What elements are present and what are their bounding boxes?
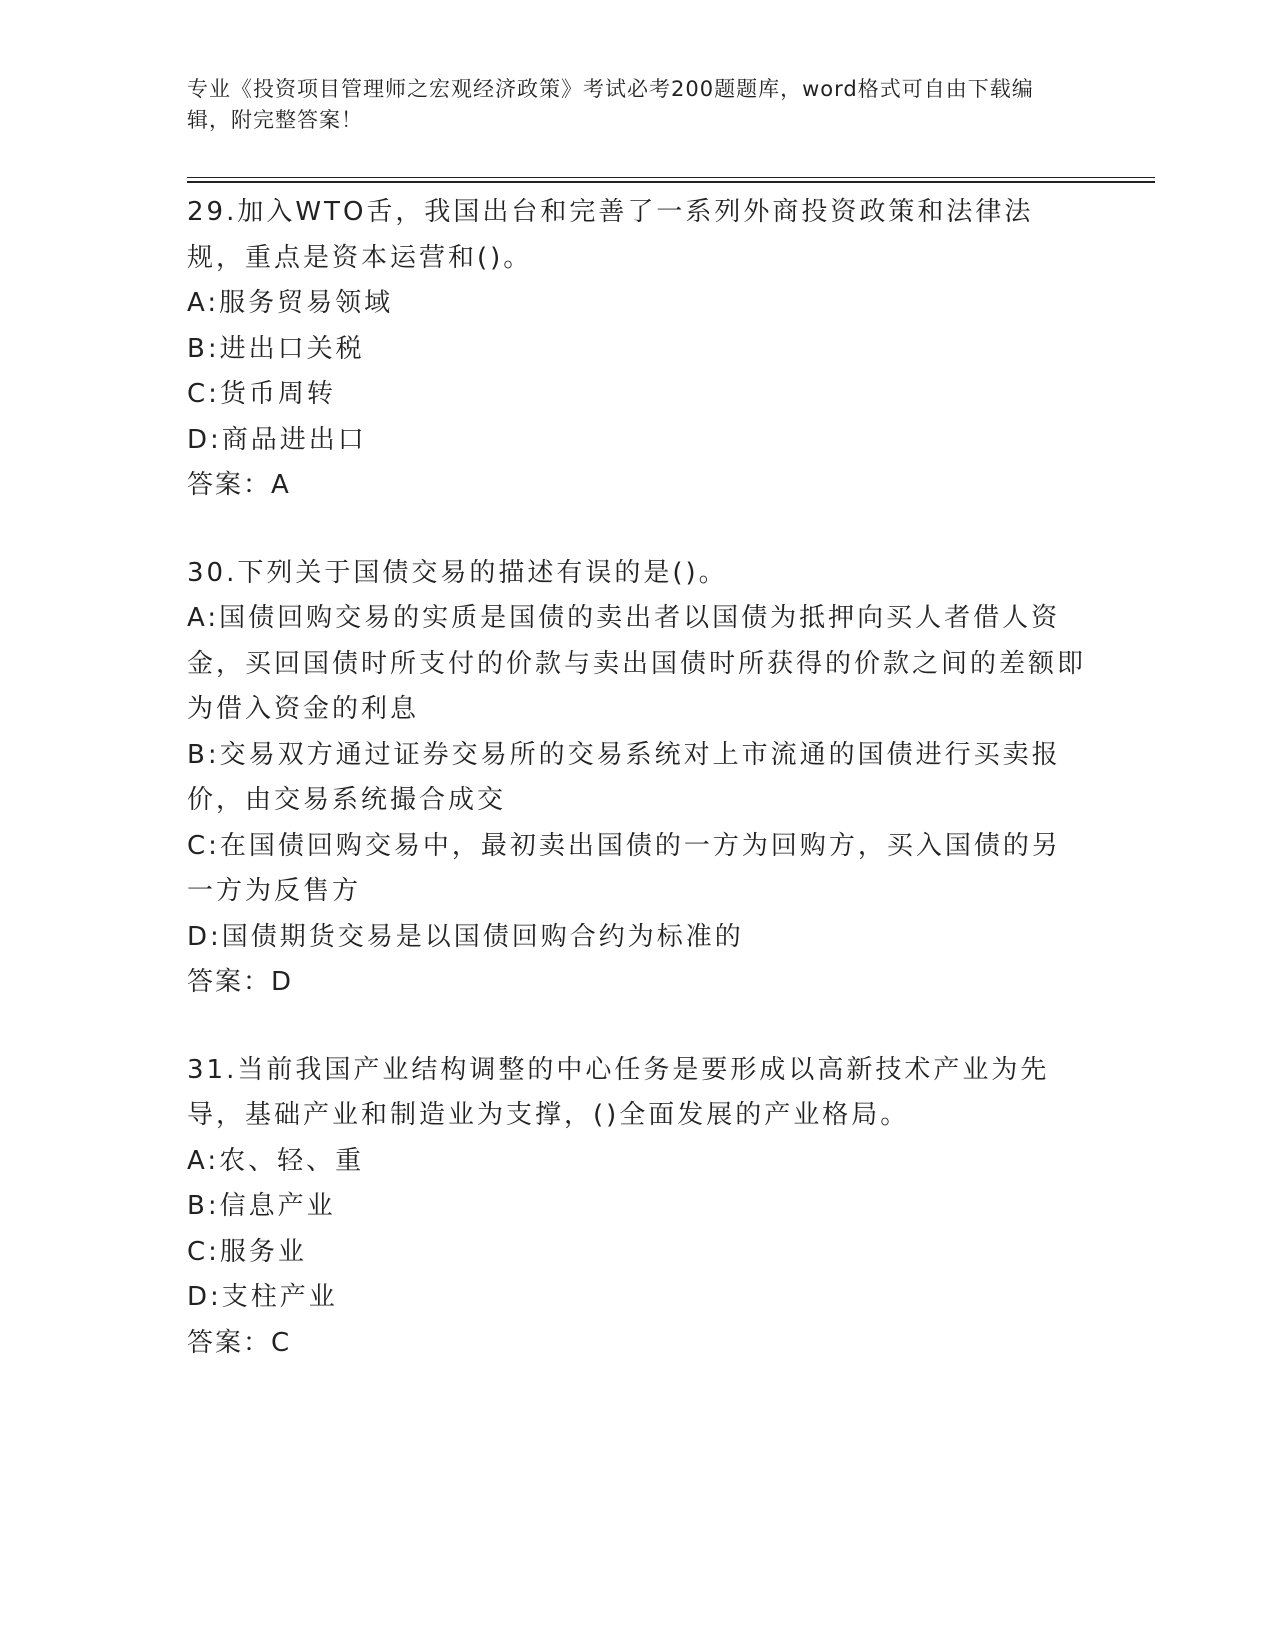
document-header: 专业《投资项目管理师之宏观经济政策》考试必考200题题库，word格式可自由下载编辑，附完整答案！ <box>187 77 1034 132</box>
option-d: D:商品进出口 <box>187 424 367 455</box>
answer-line: 答案：C <box>187 1327 292 1358</box>
question-stem: 30.下列关于国债交易的描述有误的是()。 <box>187 557 728 588</box>
header-divider-thin <box>187 177 1155 178</box>
question-stem: 31.当前我国产业结构调整的中心任务是要形成以高新技术产业为先导，基础产业和制造业为支撑，()全面发展的产业格局。 <box>187 1054 1050 1130</box>
option-c: C:货币周转 <box>187 379 336 409</box>
option-a: A:服务贸易领域 <box>187 288 394 318</box>
question-list <box>187 190 1087 1408</box>
option-b: B:信息产业 <box>187 1191 336 1221</box>
option-d: D:支柱产业 <box>187 1282 338 1312</box>
question-31 <box>187 1048 1087 1367</box>
option-c: C:服务业 <box>187 1236 307 1267</box>
option-a: A:农、轻、重 <box>187 1145 365 1176</box>
answer-line: 答案：D <box>187 967 294 997</box>
option-b: B:交易双方通过证券交易所的交易系统对上市流通的国债进行买卖报价，由交易系统撮合成交 <box>187 739 1061 815</box>
header-divider-thick <box>187 181 1155 183</box>
question-30 <box>187 551 1087 1006</box>
option-d: D:国债期货交易是以国债回购合约为标准的 <box>187 921 744 952</box>
question-stem: 29.加入WTO舌，我国出台和完善了一系列外商投资政策和法律法规，重点是资本运营和()。 <box>187 197 1034 273</box>
option-a: A:国债回购交易的实质是国债的卖出者以国债为抵押向买人者借人资金，买回国债时所支付的价款与卖出国债时所获得的价款之间的差额即为借入资金的利息 <box>187 603 1087 724</box>
option-c: C:在国债回购交易中，最初卖出国债的一方为回购方，买入国债的另一方为反售方 <box>187 830 1061 906</box>
option-b: B:进出口关税 <box>187 333 365 364</box>
answer-line: 答案：A <box>187 470 291 500</box>
question-29 <box>187 190 1087 509</box>
